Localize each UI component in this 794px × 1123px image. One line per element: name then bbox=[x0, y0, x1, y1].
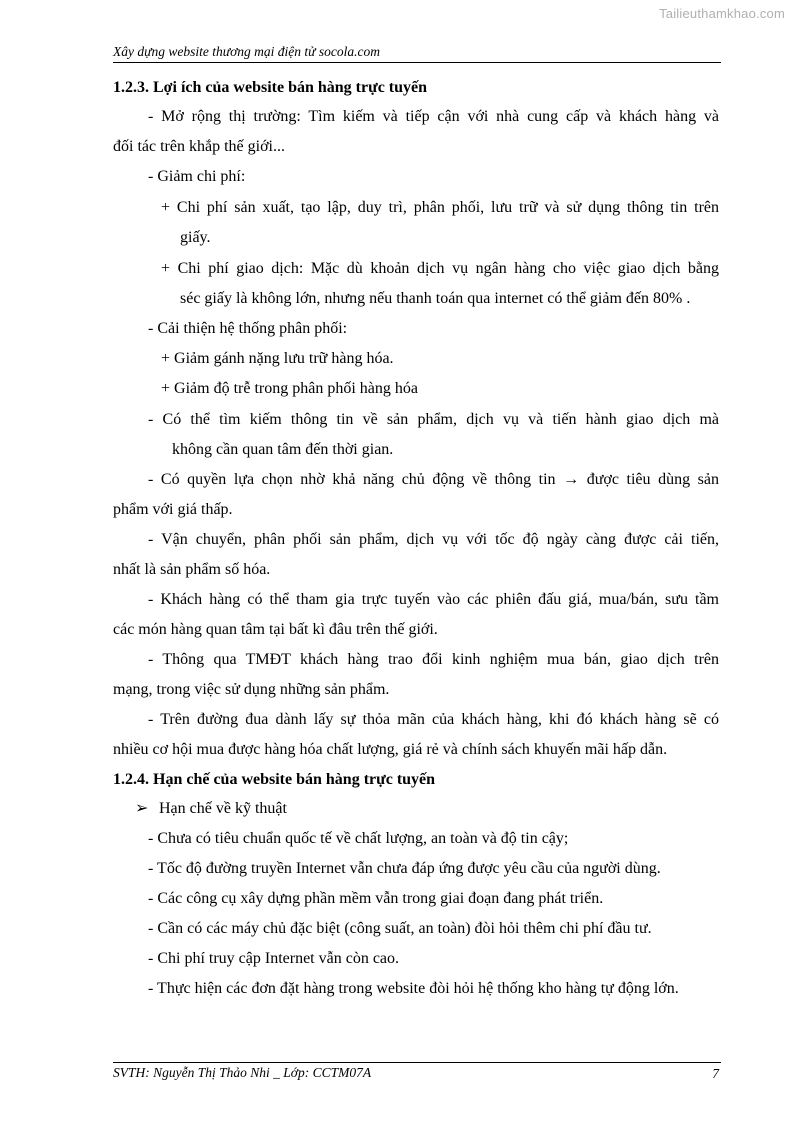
list-item-continuation: không cần quan tâm đến thời gian. bbox=[172, 441, 394, 458]
list-item: - Giảm chi phí: bbox=[148, 168, 246, 185]
paragraph-line: nhiều cơ hội mua được hàng hóa chất lượng, giá rẻ và chính sách khuyến mãi hấp dẫn. bbox=[113, 741, 668, 758]
paragraph-line: đối tác trên khắp thế giới... bbox=[113, 138, 285, 155]
list-item: - Chưa có tiêu chuẩn quốc tế về chất lượng, an toàn và độ tin cậy; bbox=[148, 830, 569, 847]
subheading-row bbox=[135, 799, 287, 819]
list-item: - Cải thiện hệ thống phân phối: bbox=[148, 320, 348, 337]
list-item: - Tốc độ đường truyền Internet vẫn chưa đáp ứng được yêu cầu của người dùng. bbox=[148, 860, 661, 877]
paragraph-line: - Thông qua TMĐT khách hàng trao đổi kinh nghiệm mua bán, giao dịch trên bbox=[148, 651, 719, 668]
paragraph-line: - Mở rộng thị trường: Tìm kiếm và tiếp cận với nhà cung cấp và khách hàng và bbox=[148, 108, 719, 125]
section-heading-1-2-4: 1.2.4. Hạn chế của website bán hàng trực tuyến bbox=[113, 771, 436, 788]
page-header bbox=[113, 44, 721, 63]
list-subitem: + Giảm độ trễ trong phân phối hàng hóa bbox=[161, 380, 418, 397]
list-subitem: + Chi phí sản xuất, tạo lập, duy trì, phân phối, lưu trữ và sử dụng thông tin trên bbox=[161, 199, 719, 216]
paragraph-line: mạng, trong việc sử dụng những sản phẩm. bbox=[113, 681, 390, 698]
list-subitem-continuation: séc giấy là không lớn, nhưng nếu thanh toán qua internet có thể giảm đến 80% . bbox=[180, 290, 691, 307]
paragraph-line: - Khách hàng có thể tham gia trực tuyến vào các phiên đấu giá, mua/bán, sưu tầm bbox=[148, 591, 719, 608]
list-subitem: + Giảm gánh nặng lưu trữ hàng hóa. bbox=[161, 350, 394, 367]
paragraph-line: nhất là sản phẩm số hóa. bbox=[113, 561, 271, 578]
subheading-text: Hạn chế về kỹ thuật bbox=[159, 800, 287, 817]
page-number: 7 bbox=[712, 1066, 719, 1081]
list-item: - Chi phí truy cập Internet vẫn còn cao. bbox=[148, 950, 400, 967]
paragraph-line: - Có quyền lựa chọn nhờ khả năng chủ động về thông tin → được tiêu dùng sản bbox=[148, 471, 719, 488]
list-subitem-continuation: giấy. bbox=[180, 229, 211, 246]
paragraph-line: các món hàng quan tâm tại bất kì đâu trên thế giới. bbox=[113, 621, 438, 638]
list-item: - Thực hiện các đơn đặt hàng trong website đòi hỏi hệ thống kho hàng tự động lớn. bbox=[148, 980, 679, 997]
list-item: - Các công cụ xây dựng phần mềm vẫn trong giai đoạn đang phát triển. bbox=[148, 890, 604, 907]
list-item: - Cần có các máy chủ đặc biệt (công suất, an toàn) đòi hỏi thêm chi phí đầu tư. bbox=[148, 920, 652, 937]
header-title: Xây dựng website thương mại điện tử socola.com bbox=[113, 44, 381, 59]
paragraph-line: - Trên đường đua dành lấy sự thỏa mãn của khách hàng, khi đó khách hàng sẽ có bbox=[148, 711, 719, 728]
watermark: Tailieuthamkhao.com bbox=[659, 6, 785, 21]
paragraph-line: - Vận chuyển, phân phối sản phẩm, dịch vụ với tốc độ ngày càng được cải tiến, bbox=[148, 531, 719, 548]
list-subitem: + Chi phí giao dịch: Mặc dù khoản dịch vụ ngân hàng cho việc giao dịch bằng bbox=[161, 260, 719, 277]
arrow-bullet-icon: ➢ bbox=[135, 800, 149, 817]
paragraph-line: phẩm với giá thấp. bbox=[113, 501, 233, 518]
list-item: - Có thể tìm kiếm thông tin về sản phẩm, dịch vụ và tiến hành giao dịch mà bbox=[148, 411, 719, 428]
page-footer bbox=[113, 1062, 721, 1081]
footer-author: SVTH: Nguyễn Thị Thảo Nhi _ Lớp: CCTM07A bbox=[113, 1065, 372, 1080]
section-heading-1-2-3: 1.2.3. Lợi ích của website bán hàng trực tuyến bbox=[113, 79, 428, 96]
